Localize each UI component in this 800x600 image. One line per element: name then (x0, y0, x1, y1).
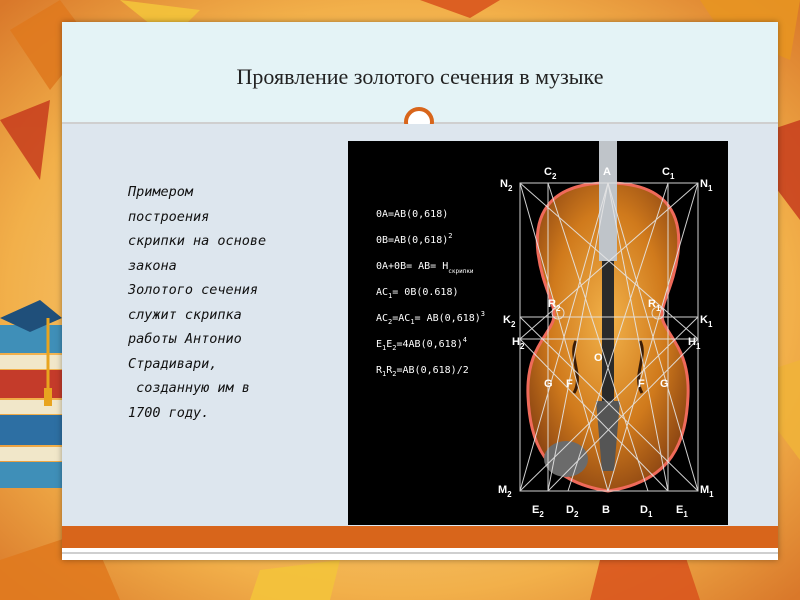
formula-4-a: AC (376, 287, 389, 298)
books-icon (0, 325, 62, 488)
svg-text:0A+0B= AB= Hскрипки (376, 261, 474, 275)
label-m2: $M_2$ (498, 484, 512, 499)
label-h1: $H_1$ (688, 336, 701, 351)
caption-line: созданную им в (128, 380, 250, 396)
formula-5-a: AC (376, 313, 389, 324)
label-n1: $N_1$ (700, 178, 713, 193)
caption-line: закона (128, 257, 177, 274)
caption-line: Страдивари, (128, 355, 218, 372)
label-n2: $N_2$ (500, 178, 513, 193)
svg-text:0B=AB(0,618)2 (376, 232, 452, 246)
label-f-left: F (566, 378, 573, 390)
slide-title: Проявление золотого сечения в музыке (236, 64, 604, 89)
caption-line: служит скрипка (128, 306, 242, 323)
formula-2-sup: 2 (448, 232, 453, 240)
label-r2: $R_2$ (548, 298, 561, 313)
label-k2: $K_2$ (503, 314, 516, 329)
label-m1: $M_1$ (700, 484, 714, 499)
caption-line: построения (128, 208, 210, 225)
caption-line: 1700 году. (128, 404, 210, 421)
svg-text:E1E2=4AB(0,618)4: $E_1E_2=4AB(0,618)^4$ (376, 336, 467, 352)
svg-text:R1R2=AB(0,618)/2: $R_1R_2=AB(0,618)/2$ (376, 365, 469, 378)
label-a: A (603, 166, 611, 178)
formula-6-a: E (376, 339, 383, 350)
svg-text:AC2=AC1= AB(0,618)3: $AC_2=AC_1= AB(0,618)^3$ (376, 310, 485, 326)
label-d2: $D_2$ (566, 504, 579, 519)
label-r1: $R_1$ (648, 298, 661, 313)
violin-golden-ratio-figure (348, 141, 728, 525)
formula-3: 0A+0B= AB= H (376, 261, 449, 272)
footer-divider (62, 552, 778, 554)
label-c2: $C_2$ (544, 166, 557, 181)
label-o: O (594, 352, 603, 364)
caption-line: Золотого сечения (128, 282, 259, 298)
caption-text (128, 180, 328, 425)
footer-bar (62, 526, 778, 548)
violin-neck (599, 141, 617, 261)
violin-diagram (348, 141, 728, 525)
label-f-right: F (638, 378, 645, 390)
formula-7-a: R (376, 365, 383, 376)
label-g-left: G (544, 378, 553, 390)
label-e1: $E_1$ (676, 504, 688, 519)
label-k1: $K_1$ (700, 314, 713, 329)
label-g-right: G (660, 378, 669, 390)
caption-line: скрипки на основе (128, 233, 267, 249)
label-d1: $D_1$ (640, 504, 653, 519)
caption-line: работы Антонио (128, 331, 242, 347)
caption-line: Примером (128, 184, 194, 200)
label-c1: $C_1$ (662, 166, 675, 181)
svg-text:AC1= 0B(0.618): $AC_1= 0B(0.618)$ (376, 287, 459, 300)
formula-2: 0B=AB(0,618) (376, 235, 449, 246)
label-b: B (602, 504, 610, 516)
formula-3-sub: скрипки (448, 268, 474, 275)
label-h2: $H_2$ (512, 336, 525, 351)
slide-card (62, 22, 778, 560)
label-e2: $E_2$ (532, 504, 544, 519)
formula-1: 0A=AB(0,618) (376, 209, 449, 220)
